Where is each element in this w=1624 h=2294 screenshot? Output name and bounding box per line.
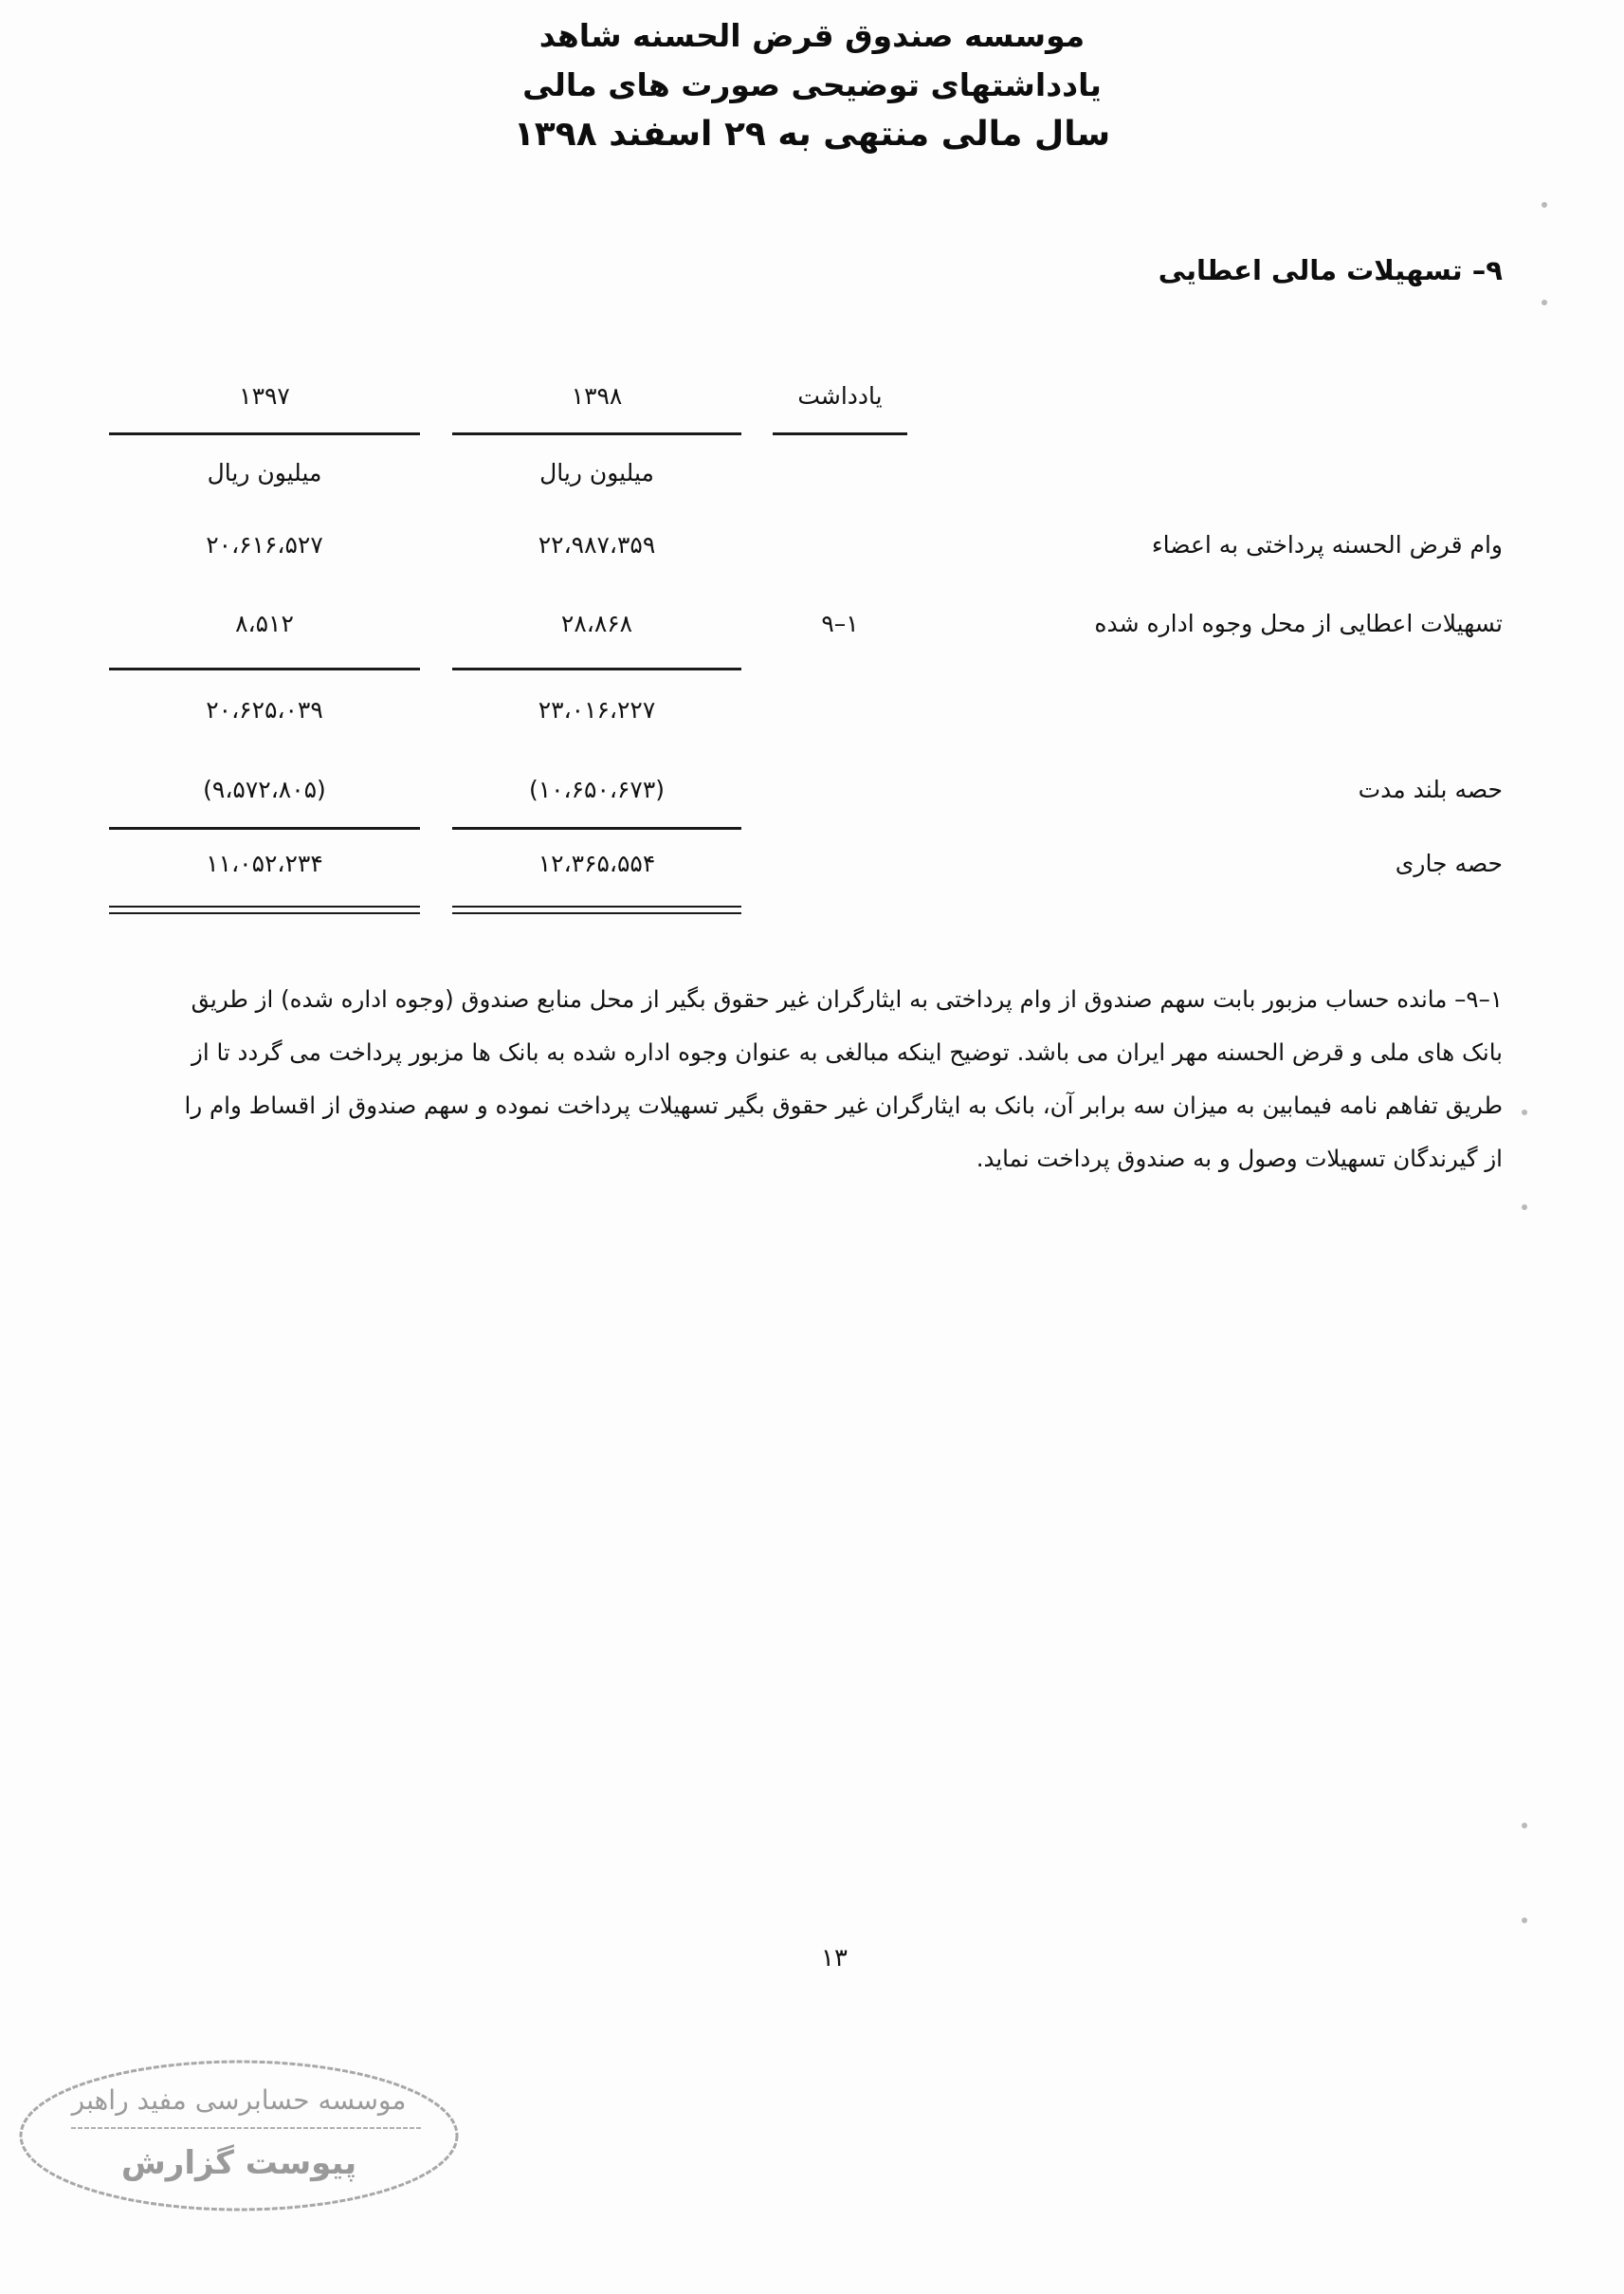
cell-prior: (۹،۵۷۲،۸۰۵) [203,776,326,803]
row-label: تسهیلات اعطایی از محل وجوه اداره شده [1094,610,1503,637]
paragraph-line: ۱–۹– مانده حساب مزبور بابت سهم صندوق از وام پرداختی به ایثارگران غیر حقوق بگیر از محل منابع صندوق (وجوه اداره شده) از طریق [191,985,1503,1013]
unit-label-prior: میلیون ریال [207,459,322,486]
cell-subtotal-prior: ۲۰،۶۲۵،۰۳۹ [206,696,323,724]
cell-current: ۲۸،۸۶۸ [560,610,633,637]
cell-current: ۲۲،۹۸۷،۳۵۹ [538,531,656,559]
stamp-text-line2: پیوست گزارش [120,2144,357,2182]
page-number: ۱۳ [821,1944,848,1973]
cell-current: (۱۰،۶۵۰،۶۷۳) [528,776,666,803]
document-header [0,11,1624,159]
note-paragraph [137,973,1503,1185]
row-label: وام قرض الحسنه پرداختی به اعضاء [1151,531,1503,559]
row-label: حصه جاری [1395,850,1503,877]
subtotal-rule [452,668,741,670]
fiscal-period: سال مالی منتهی به ۲۹ اسفند ۱۳۹۸ [513,115,1111,154]
header-rule [452,432,741,435]
column-header-1398: ۱۳۹۸ [571,382,623,410]
scan-dot [1522,1110,1527,1115]
cell-total-prior: ۱۱،۰۵۲،۲۳۴ [206,850,323,877]
cell-note-ref: ۹–۱ [821,610,859,637]
scan-dot [1542,202,1547,208]
section-heading: ۹– تسهیلات مالی اعطایی [1158,254,1503,286]
subtotal-rule [109,668,420,670]
double-rule-bottom [452,912,741,914]
double-rule-top [109,906,420,908]
row-label: حصه بلند مدت [1358,776,1503,803]
scan-dot [1542,300,1547,305]
paragraph-line: بانک های ملی و قرض الحسنه مهر ایران می باشد. توضیح اینکه مبالغی به عنوان وجوه اداره شده به بانک ها مزبور پرداخت می گردد تا از [192,1038,1503,1066]
rule [109,827,420,830]
stamp-text-line1: موسسه حسابرسی مفید راهبر [71,2084,407,2116]
header-rule [109,432,420,435]
cell-prior: ۸،۵۱۲ [235,610,294,637]
cell-total-current: ۱۲،۳۶۵،۵۵۴ [538,850,656,877]
cell-prior: ۲۰،۶۱۶،۵۲۷ [206,531,323,559]
double-rule-top [452,906,741,908]
scan-dot [1522,1918,1527,1923]
paragraph-line: از گیرندگان تسهیلات وصول و به صندوق پرداخت نماید. [976,1145,1503,1172]
header-rule [773,432,907,435]
column-header-1397: ۱۳۹۷ [239,382,290,410]
paragraph-line: طریق تفاهم نامه فیمابین به میزان سه برابر آن، بانک به ایثارگران غیر حقوق بگیر تسهیلات پرداخت نموده و سهم صندوق از اقساط وام را [184,1092,1503,1119]
column-header-note: یادداشت [797,382,883,410]
unit-label-current: میلیون ریال [539,459,654,486]
cell-subtotal-current: ۲۳،۰۱۶،۲۲۷ [538,696,656,724]
document-subtitle: یادداشتهای توضیحی صورت های مالی [522,66,1102,103]
double-rule-bottom [109,912,420,914]
scan-dot [1522,1823,1527,1828]
scan-dot [1522,1204,1527,1210]
organization-title: موسسه صندوق قرض الحسنه شاهد [538,17,1086,54]
auditor-stamp [14,2056,465,2215]
rule [452,827,741,830]
